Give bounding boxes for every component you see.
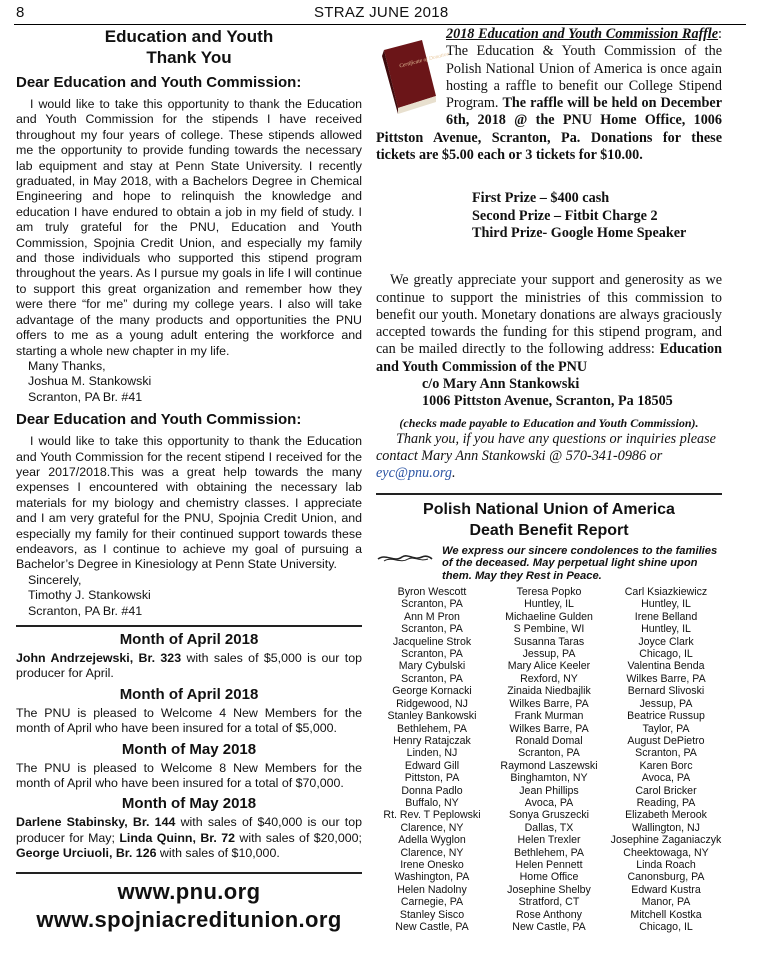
- deceased-name: Adella Wyglon: [398, 834, 466, 847]
- deceased-location: Bethlehem, PA: [397, 722, 467, 735]
- deceased-location: Wilkes Barre, PA: [509, 697, 589, 710]
- deceased-location: Wallington, NJ: [632, 821, 700, 834]
- email-link[interactable]: eyc@pnu.org: [376, 465, 452, 482]
- names-column: [493, 586, 605, 933]
- page-header: [14, 4, 746, 24]
- deceased-location: Ridgewood, NJ: [396, 697, 468, 710]
- deceased-location: Clarence, NY: [400, 821, 464, 834]
- page-number: 8: [16, 4, 25, 21]
- deceased-location: Taylor, PA: [642, 722, 690, 735]
- report-divider: [376, 493, 722, 495]
- deceased-name: Linda Roach: [636, 858, 696, 871]
- month2-body: The PNU is pleased to Welcome 4 New Members for the month of April who have been insured for a total of $5,000.: [16, 705, 362, 736]
- deceased-name: Stanley Sisco: [399, 908, 465, 921]
- deceased-location: Scranton, PA: [401, 598, 463, 611]
- deceased-location: Jessup, PA: [522, 648, 576, 661]
- deceased-location: Scranton, PA: [401, 623, 463, 636]
- header-rule: [14, 24, 746, 25]
- deceased-name: Henry Ratajczak: [393, 734, 471, 747]
- deceased-name: Edward Kustra: [631, 883, 701, 896]
- letter1-salutation: Dear Education and Youth Commission:: [16, 74, 302, 91]
- deceased-location: Avoca, PA: [524, 796, 574, 809]
- prize-list: [472, 190, 722, 242]
- mailing-address: c/o Mary Ann Stankowski 1006 Pittston Avenue, Scranton, Pa 18505: [422, 376, 673, 410]
- deceased-location: Wilkes Barre, PA: [626, 672, 706, 685]
- deceased-location: Buffalo, NY: [405, 796, 459, 809]
- deceased-name: Jean Phillips: [519, 784, 579, 797]
- deceased-location: Wilkes Barre, PA: [509, 722, 589, 735]
- raffle-announcement: Certificate of Donation 2018 Education and Youth Commission Raffle: The Education & Youth Commission of the Polish National Union of America is once again hosting a raffle to benefit our College Stipend Program. The raffle will be held on December 6th, 2018 @ the PNU Home Office, 1006 Pittston Avenue, Scranton, Pa. Donations for these tickets are $5.00 each or 3 tickets for $10.00.: [376, 26, 722, 164]
- book-icon: [376, 36, 450, 118]
- month2-title: Month of April 2018: [119, 685, 259, 703]
- prize-second: Second Prize – Fitbit Charge 2: [472, 207, 658, 224]
- deceased-name: Ronald Domal: [515, 734, 583, 747]
- deceased-name: Ann M Pron: [404, 610, 460, 623]
- deceased-name: Jacqueline Strok: [392, 635, 472, 648]
- condolence-message: We express our sincere condolences to the families of the deceased. May perpetual light shine upon them. May they Rest in Peace.: [376, 545, 722, 583]
- deceased-name: Beatrice Russup: [627, 710, 705, 723]
- article-title: Education and Youth Thank You: [104, 27, 274, 67]
- deceased-name: Frank Murman: [514, 710, 584, 723]
- letter1-signoff: Many Thanks, Joshua M. Stankowski Scranton, PA Br. #41: [28, 358, 152, 404]
- raffle-title: 2018 Education and Youth Commission Raffle: [446, 26, 719, 42]
- prize-third: Third Prize- Google Home Speaker: [472, 224, 687, 241]
- deceased-name: Mitchell Kostka: [630, 908, 702, 921]
- deceased-name: Helen Pennett: [515, 858, 583, 871]
- website-spojnia: www.spojniacreditunion.org: [36, 906, 342, 932]
- names-column: [376, 586, 488, 933]
- death-benefit-list: [376, 586, 722, 933]
- deceased-location: Washington, PA: [394, 871, 470, 884]
- deceased-location: Avoca, PA: [641, 772, 691, 785]
- deceased-name: Mary Cybulski: [398, 660, 466, 673]
- deceased-name: Carl Ksiazkiewicz: [624, 586, 708, 599]
- deceased-name: Raymond Laszewski: [500, 759, 598, 772]
- deceased-location: Chicago, IL: [639, 921, 693, 933]
- deceased-name: Irene Belland: [634, 610, 698, 623]
- deceased-location: Huntley, IL: [524, 598, 574, 611]
- deceased-name: Stanley Bankowski: [387, 710, 477, 723]
- deceased-location: Manor, PA: [641, 896, 691, 909]
- letter2-body: I would like to take this opportunity to thank the Education and Youth Commission for the recent stipend I received for the year 2017/2018.This was a great help towards the many expenses I encountered with obtaining the necessary lab materials for my biology and chemistry classes. I appreciate and I am very grateful for the PNU, Spojnia Credit Union, and especially my family for their continued support towards these endeavors, as I continue to achieve my goal of pursuing a Bachelor’s Degree in Kinesiology at Penn State University.: [16, 434, 362, 572]
- deceased-location: Rexford, NY: [520, 672, 578, 685]
- website-pnu: www.pnu.org: [117, 878, 261, 904]
- deceased-name: Carol Bricker: [635, 784, 697, 797]
- names-column: [610, 586, 722, 933]
- left-column: [16, 26, 362, 934]
- deceased-location: S Pembine, WI: [513, 623, 585, 636]
- report-title: Polish National Union of America Death Benefit Report: [423, 500, 675, 539]
- deceased-location: Scranton, PA: [518, 747, 580, 760]
- letter2-salutation: Dear Education and Youth Commission:: [16, 411, 302, 429]
- deceased-location: Clarence, NY: [400, 846, 464, 859]
- section-divider: [16, 625, 362, 627]
- flourish-ornament: [376, 551, 434, 565]
- deceased-location: Dallas, TX: [524, 821, 574, 834]
- deceased-location: Pittston, PA: [404, 772, 460, 785]
- deceased-name: Rose Anthony: [516, 908, 582, 921]
- check-note: (checks made payable to Education and Youth Commission).: [399, 415, 699, 430]
- contact-thanks: Thank you, if you have any questions or inquiries please contact Mary Ann Stankowski @ 570-341-0986 or eyc@pnu.org.: [376, 430, 716, 482]
- deceased-name: Donna Padlo: [401, 784, 463, 797]
- deceased-name: Bernard Slivoski: [627, 685, 705, 698]
- deceased-name: Mary Alice Keeler: [507, 660, 591, 673]
- deceased-location: Home Office: [519, 871, 579, 884]
- deceased-name: Byron Wescott: [397, 586, 467, 599]
- deceased-name: Sonya Gruszecki: [508, 809, 590, 822]
- deceased-location: Scranton, PA: [401, 648, 463, 661]
- deceased-name: Teresa Popko: [516, 586, 582, 599]
- deceased-name: Michaeline Gulden: [505, 610, 593, 623]
- deceased-location: Cheektowaga, NY: [623, 846, 709, 859]
- deceased-name: Elizabeth Merook: [625, 809, 707, 822]
- month1-body: John Andrzejewski, Br. 323 with sales of $5,000 is our top producer for April.: [16, 651, 362, 681]
- deceased-location: New Castle, PA: [395, 921, 469, 933]
- letter1-body: I would like to take this opportunity to thank the Education and Youth Commission for the stipends I have received throughout my four years of college. These stipends allowed me the opportunity to provide funding towards the necessary lab equipment and stay at Penn State University. I recently graduated, in May 2018, with a Bachelors Degree in Chemical Engineering and hope to relinquish the knowledge and education I have endured to obtain a job in my field of study. I am truly grateful for the PNU, Education and Youth Commission, Spojnia Credit Union, and especially my family and those individuals who supported this stipend program throughout the years. As I pursue my goals in life I will continue to support this great organization and remember how they were there “for me” during my college years. I also will take advantage of the many products and opportunities the PNU offers to me as a young adult entering the workforce and starting a whole new chapter in my life.: [16, 97, 362, 358]
- deceased-location: Chicago, IL: [639, 648, 693, 661]
- deceased-name: Helen Trexler: [517, 834, 581, 847]
- deceased-name: Josephine Shelby: [507, 883, 591, 896]
- month4-title: Month of May 2018: [121, 795, 257, 813]
- deceased-name: Valentina Benda: [627, 660, 705, 673]
- deceased-location: Scranton, PA: [401, 672, 463, 685]
- deceased-name: Irene Onesko: [400, 858, 464, 871]
- deceased-name: Josephine Zaganiaczyk: [610, 834, 722, 847]
- month3-body: The PNU is pleased to Welcome 8 New Members for the month of April who have been insured for a total of $70,000.: [16, 760, 362, 791]
- letter2-signoff: Sincerely, Timothy J. Stankowski Scranton, PA Br. #41: [28, 572, 151, 618]
- donation-appeal: We greatly appreciate your support and generosity as we continue to support the ministries of this commission to benefit our youth. Monetary donations are always graciously accepted towards the funding for this stipend program, and can be mailed directly to the following address: Education and Youth Commission of the PNU: [376, 272, 722, 375]
- deceased-location: Stratford, CT: [518, 896, 580, 909]
- deceased-location: Canonsburg, PA: [627, 871, 705, 884]
- deceased-location: Binghamton, NY: [510, 772, 588, 785]
- deceased-name: Helen Nadolny: [397, 883, 467, 896]
- deceased-name: Zinaida Niedbajlik: [507, 685, 591, 698]
- deceased-location: Reading, PA: [636, 796, 696, 809]
- month4-body: Darlene Stabinsky, Br. 144 with sales of $40,000 is our top producer for May; Linda Quinn, Br. 72 with sales of $20,000; George Urciuoli, Br. 126 with sales of $10,000.: [16, 815, 363, 861]
- deceased-name: Karen Borc: [639, 759, 693, 772]
- month1-title: Month of April 2018: [119, 631, 259, 648]
- month3-title: Month of May 2018: [121, 740, 257, 758]
- deceased-location: Scranton, PA: [635, 747, 697, 760]
- section-divider: [16, 872, 362, 874]
- right-column: [376, 26, 722, 933]
- deceased-location: Huntley, IL: [641, 598, 691, 611]
- deceased-name: Susanna Taras: [513, 635, 585, 648]
- deceased-location: Huntley, IL: [641, 623, 691, 636]
- book-title: Certificate of Donation: [398, 51, 450, 70]
- deceased-location: New Castle, PA: [512, 921, 586, 933]
- deceased-location: Jessup, PA: [639, 697, 693, 710]
- deceased-name: August DePietro: [627, 734, 705, 747]
- deceased-name: Edward Gill: [404, 759, 460, 772]
- deceased-location: Carnegie, PA: [400, 896, 464, 909]
- deceased-name: George Kornacki: [392, 685, 472, 698]
- deceased-location: Linden, NJ: [406, 747, 458, 760]
- deceased-location: Bethlehem, PA: [514, 846, 584, 859]
- deceased-name: Joyce Clark: [638, 635, 694, 648]
- running-title: STRAZ JUNE 2018: [314, 4, 449, 21]
- prize-first: First Prize – $400 cash: [472, 190, 610, 207]
- deceased-name: Rt. Rev. T Peplowski: [383, 809, 481, 822]
